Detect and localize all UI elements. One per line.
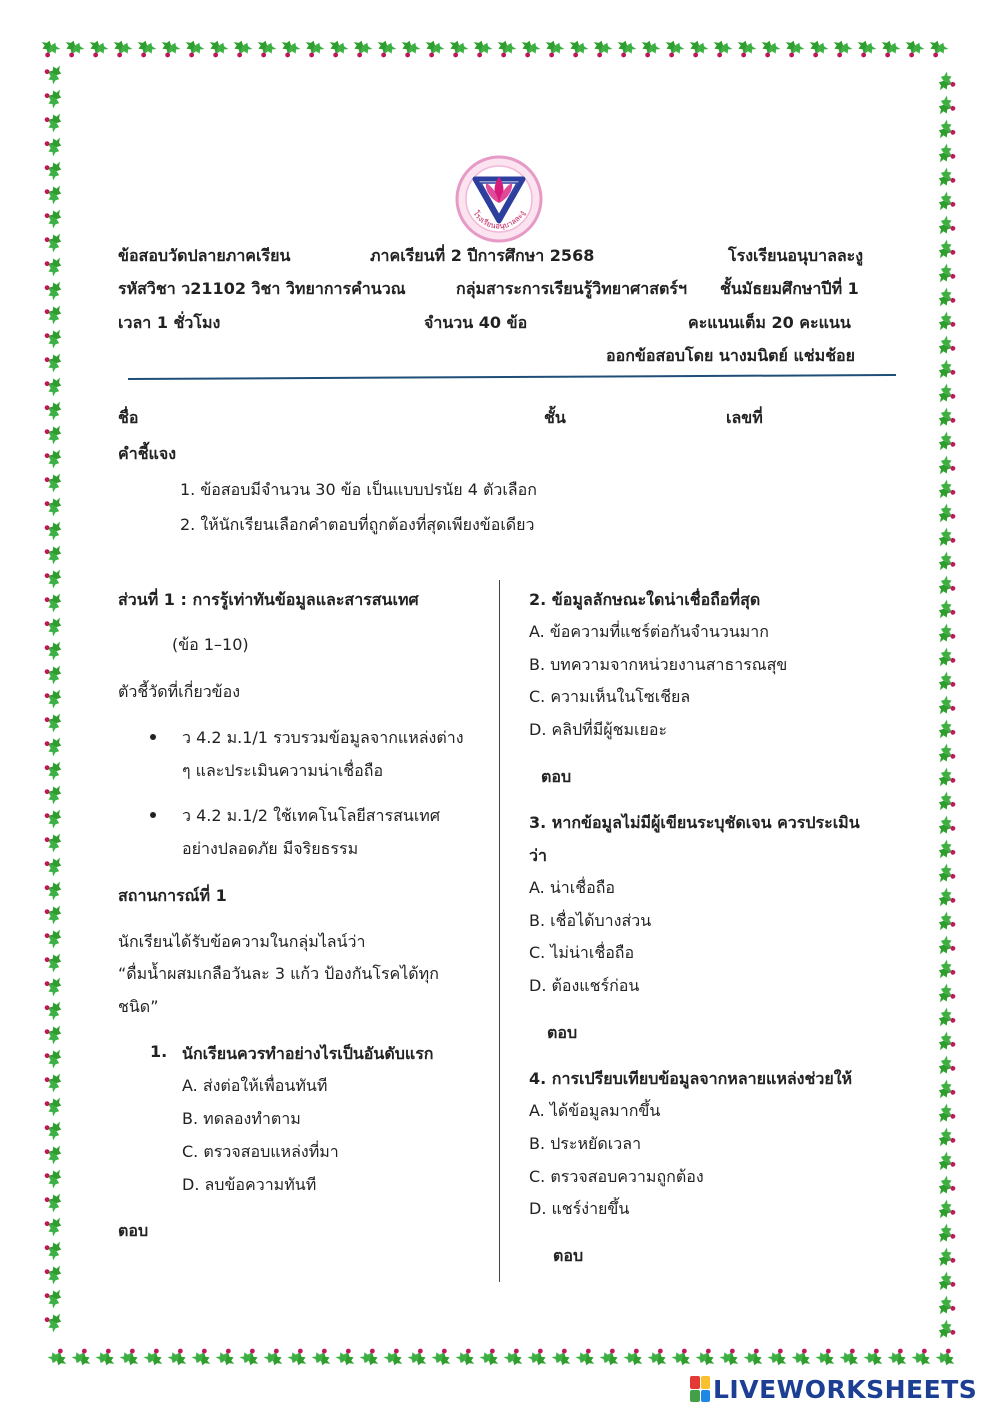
holly-sprig-icon: [118, 1345, 142, 1366]
holly-sprig-icon: [38, 38, 62, 60]
school-logo: [455, 155, 543, 243]
holly-sprig-icon: [310, 1345, 334, 1366]
holly-sprig-icon: [936, 118, 958, 142]
holly-sprig-icon: [445, 38, 469, 60]
holly-sprig-icon: [41, 541, 63, 565]
school-logo-icon: [455, 155, 543, 243]
holly-sprig-icon: [936, 1126, 958, 1150]
holly-sprig-icon: [46, 1345, 70, 1366]
holly-sprig-icon: [61, 38, 85, 60]
class-label: ชั้น: [544, 408, 566, 427]
holly-sprig-icon: [478, 1345, 502, 1366]
holly-sprig-icon: [41, 829, 63, 853]
holly-sprig-icon: [910, 1345, 934, 1366]
holly-sprig-icon: [41, 1213, 63, 1237]
question-4-answer-label: ตอบ: [553, 1246, 584, 1265]
holly-sprig-icon: [238, 1345, 262, 1366]
holly-sprig-icon: [936, 190, 958, 214]
scenario-line: “ดื่มน้ำผสมเกลือวันละ 3 แก้ว ป้องกันโรคได้ทุก: [118, 964, 439, 983]
holly-sprig-icon: [936, 1006, 958, 1030]
holly-sprig-icon: [70, 1345, 94, 1366]
holly-sprig-icon: [41, 349, 63, 373]
holly-sprig-icon: [936, 1222, 958, 1246]
holly-sprig-icon: [41, 1309, 63, 1333]
question-3-option-c[interactable]: C. ไม่น่าเชื่อถือ: [529, 943, 635, 962]
question-2-option-c[interactable]: C. ความเห็นในโซเชียล: [529, 687, 691, 706]
holly-sprig-icon: [709, 38, 733, 60]
holly-sprig-icon: [936, 214, 958, 238]
holly-sprig-icon: [936, 1078, 958, 1102]
holly-sprig-icon: [517, 38, 541, 60]
holly-sprig-icon: [574, 1345, 598, 1366]
holly-sprig-icon: [877, 38, 901, 60]
holly-sprig-icon: [936, 1270, 958, 1294]
holly-sprig-icon: [41, 1021, 63, 1045]
holly-sprig-icon: [41, 565, 63, 589]
question-3-text-cont: ว่า: [529, 846, 547, 865]
holly-sprig-icon: [253, 38, 277, 60]
holly-sprig-icon: [936, 718, 958, 742]
bullet: [150, 734, 156, 740]
holly-sprig-icon: [421, 38, 445, 60]
holly-sprig-icon: [41, 589, 63, 613]
holly-sprig-icon: [718, 1345, 742, 1366]
holly-sprig-icon: [936, 1318, 958, 1342]
section-title: ส่วนที่ 1 : การรู้เท่าทันข้อมูลและสารสนเทศ: [118, 590, 419, 609]
number-label: เลขที่: [726, 408, 763, 427]
holly-sprig-icon: [781, 38, 805, 60]
holly-sprig-icon: [41, 61, 63, 85]
holly-sprig-icon: [41, 997, 63, 1021]
holly-sprig-icon: [41, 229, 63, 253]
section-range: (ข้อ 1–10): [172, 635, 249, 654]
holly-sprig-icon: [925, 38, 949, 60]
holly-sprig-icon: [166, 1345, 190, 1366]
question-3-answer-label: ตอบ: [547, 1023, 578, 1042]
holly-sprig-icon: [469, 38, 493, 60]
holly-sprig-icon: [41, 301, 63, 325]
holly-sprig-icon: [41, 181, 63, 205]
holly-sprig-icon: [493, 38, 517, 60]
holly-sprig-icon: [565, 38, 589, 60]
holly-sprig-icon: [41, 445, 63, 469]
holly-sprig-icon: [41, 1237, 63, 1261]
holly-sprig-icon: [936, 622, 958, 646]
holly-sprig-icon: [934, 1345, 958, 1366]
holly-sprig-icon: [41, 925, 63, 949]
holly-sprig-icon: [936, 1174, 958, 1198]
holly-sprig-icon: [41, 253, 63, 277]
holly-sprig-icon: [41, 1261, 63, 1285]
holly-sprig-icon: [936, 358, 958, 382]
bullet: [150, 812, 156, 818]
question-2-text: 2. ข้อมูลลักษณะใดน่าเชื่อถือที่สุด: [529, 590, 761, 609]
holly-sprig-icon: [41, 853, 63, 877]
holly-sprig-icon: [41, 109, 63, 133]
indicator-line: ๆ และประเมินความน่าเชื่อถือ: [182, 761, 384, 780]
holly-sprig-icon: [190, 1345, 214, 1366]
question-1-option-d[interactable]: D. ลบข้อความทันที: [182, 1175, 317, 1194]
holly-sprig-icon: [661, 38, 685, 60]
holly-sprig-icon: [936, 1030, 958, 1054]
holly-sprig-icon: [936, 286, 958, 310]
holly-sprig-icon: [766, 1345, 790, 1366]
holly-sprig-icon: [397, 38, 421, 60]
holly-sprig-icon: [886, 1345, 910, 1366]
holly-sprig-icon: [502, 1345, 526, 1366]
holly-sprig-icon: [637, 38, 661, 60]
instruction-item: 2. ให้นักเรียนเลือกคำตอบที่ถูกต้องที่สุดเพียงข้อเดียว: [180, 515, 535, 534]
question-2-option-a[interactable]: A. ข้อความที่แชร์ต่อกันจำนวนมาก: [529, 622, 769, 641]
question-1-text: นักเรียนควรทำอย่างไรเป็นอันดับแรก: [182, 1044, 434, 1063]
scenario-title: สถานการณ์ที่ 1: [118, 886, 227, 905]
holly-sprig-icon: [85, 38, 109, 60]
holly-sprig-icon: [814, 1345, 838, 1366]
question-4-option-a[interactable]: A. ได้ข้อมูลมากขึ้น: [529, 1101, 661, 1120]
holly-sprig-icon: [936, 94, 958, 118]
holly-sprig-icon: [41, 517, 63, 541]
holly-sprig-icon: [936, 406, 958, 430]
holly-sprig-icon: [133, 38, 157, 60]
holly-sprig-icon: [41, 157, 63, 181]
question-1-answer-label: ตอบ: [118, 1221, 149, 1240]
holly-sprig-icon: [142, 1345, 166, 1366]
holly-sprig-icon: [41, 205, 63, 229]
indicator-line: อย่างปลอดภัย มีจริยธรรม: [182, 839, 359, 858]
holly-sprig-icon: [41, 1117, 63, 1141]
holly-sprig-icon: [286, 1345, 310, 1366]
holly-sprig-icon: [936, 598, 958, 622]
holly-sprig-icon: [229, 38, 253, 60]
holly-sprig-icon: [936, 934, 958, 958]
holly-sprig-icon: [936, 70, 958, 94]
holly-sprig-icon: [41, 709, 63, 733]
holly-sprig-icon: [936, 694, 958, 718]
question-number: 1.: [150, 1042, 168, 1061]
holly-sprig-icon: [936, 550, 958, 574]
question-3-text: 3. หากข้อมูลไม่มีผู้เขียนระบุชัดเจน ควรประเมิน: [529, 813, 860, 832]
holly-sprig-icon: [805, 38, 829, 60]
holly-sprig-icon: [936, 910, 958, 934]
holly-sprig-icon: [936, 790, 958, 814]
holly-sprig-icon: [757, 38, 781, 60]
holly-sprig-icon: [936, 1198, 958, 1222]
holly-sprig-icon: [936, 526, 958, 550]
holly-sprig-icon: [41, 1141, 63, 1165]
holly-sprig-icon: [41, 1045, 63, 1069]
holly-sprig-icon: [41, 1285, 63, 1309]
holly-sprig-icon: [41, 733, 63, 757]
holly-sprig-icon: [41, 493, 63, 517]
holly-sprig-icon: [936, 310, 958, 334]
holly-sprig-icon: [301, 38, 325, 60]
holly-sprig-icon: [454, 1345, 478, 1366]
holly-sprig-icon: [94, 1345, 118, 1366]
holly-sprig-icon: [382, 1345, 406, 1366]
holly-sprig-icon: [41, 877, 63, 901]
holly-sprig-icon: [936, 670, 958, 694]
holly-sprig-icon: [790, 1345, 814, 1366]
liveworksheets-logo: [690, 1374, 977, 1404]
holly-sprig-icon: [109, 38, 133, 60]
holly-sprig-icon: [936, 1054, 958, 1078]
holly-sprig-icon: [733, 38, 757, 60]
question-2-answer-label: ตอบ: [541, 767, 572, 786]
subject-code: รหัสวิชา ว21102 วิชา วิทยาการคำนวณ: [118, 279, 406, 298]
holly-sprig-icon: [358, 1345, 382, 1366]
holly-sprig-icon: [41, 85, 63, 109]
holly-sprig-icon: [685, 38, 709, 60]
scenario-line: นักเรียนได้รับข้อความในกลุ่มไลน์ว่า: [118, 932, 366, 951]
holly-sprig-icon: [406, 1345, 430, 1366]
holly-sprig-icon: [936, 838, 958, 862]
question-1-option-a[interactable]: A. ส่งต่อให้เพื่อนทันที: [182, 1076, 328, 1095]
holly-sprig-icon: [936, 958, 958, 982]
holly-sprig-icon: [41, 901, 63, 925]
holly-sprig-icon: [862, 1345, 886, 1366]
column-divider: [499, 580, 500, 1282]
holly-sprig-icon: [41, 469, 63, 493]
holly-sprig-icon: [936, 238, 958, 262]
holly-sprig-icon: [646, 1345, 670, 1366]
holly-sprig-icon: [41, 421, 63, 445]
holly-sprig-icon: [936, 382, 958, 406]
holly-sprig-icon: [838, 1345, 862, 1366]
holly-sprig-icon: [936, 982, 958, 1006]
question-3-option-b[interactable]: B. เชื่อได้บางส่วน: [529, 911, 652, 930]
grade-level: ชั้นมัธยมศึกษาปีที่ 1: [720, 279, 859, 298]
school-logo-text: โรงเรียนอนุบาลละงู: [471, 209, 527, 231]
question-3-option-d[interactable]: D. ต้องแชร์ก่อน: [529, 976, 640, 995]
holly-sprig-icon: [41, 1093, 63, 1117]
liveworksheets-mark-icon: [690, 1376, 710, 1402]
question-1-option-b[interactable]: B. ทดลองทำตาม: [182, 1109, 301, 1128]
holly-sprig-icon: [901, 38, 925, 60]
holly-sprig-icon: [541, 38, 565, 60]
holly-sprig-icon: [936, 766, 958, 790]
holly-sprig-icon: [936, 166, 958, 190]
holly-sprig-icon: [349, 38, 373, 60]
learning-area: กลุ่มสาระการเรียนรู้วิทยาศาสตร์ฯ: [456, 279, 687, 298]
holly-sprig-icon: [157, 38, 181, 60]
question-4-option-b[interactable]: B. ประหยัดเวลา: [529, 1134, 642, 1153]
holly-sprig-icon: [936, 454, 958, 478]
holly-sprig-icon: [41, 805, 63, 829]
holly-sprig-icon: [41, 397, 63, 421]
question-4-option-c[interactable]: C. ตรวจสอบความถูกต้อง: [529, 1167, 704, 1186]
exam-type: ข้อสอบวัดปลายภาคเรียน: [118, 246, 291, 265]
holly-sprig-icon: [936, 1102, 958, 1126]
question-2-option-d[interactable]: D. คลิปที่มีผู้ชมเยอะ: [529, 720, 668, 739]
holly-sprig-icon: [936, 334, 958, 358]
holly-sprig-icon: [936, 478, 958, 502]
holly-sprig-icon: [373, 38, 397, 60]
holly-sprig-icon: [589, 38, 613, 60]
holly-sprig-icon: [622, 1345, 646, 1366]
holly-sprig-icon: [41, 1189, 63, 1213]
holly-sprig-icon: [670, 1345, 694, 1366]
exam-author: ออกข้อสอบโดย นางมนิตย์ แช่มช้อย: [606, 346, 856, 365]
question-4-text: 4. การเปรียบเทียบข้อมูลจากหลายแหล่งช่วยให้: [529, 1069, 853, 1088]
holly-sprig-icon: [334, 1345, 358, 1366]
question-3-option-a[interactable]: A. น่าเชื่อถือ: [529, 878, 615, 897]
holly-sprig-icon: [41, 1165, 63, 1189]
indicator-line: ว 4.2 ม.1/2 ใช้เทคโนโลยีสารสนเทศ: [182, 806, 440, 825]
holly-sprig-icon: [205, 38, 229, 60]
holly-sprig-icon: [613, 38, 637, 60]
holly-sprig-icon: [214, 1345, 238, 1366]
holly-sprig-icon: [41, 781, 63, 805]
indicator-line: ว 4.2 ม.1/1 รวบรวมข้อมูลจากแหล่งต่าง: [182, 728, 464, 747]
holly-sprig-icon: [936, 430, 958, 454]
duration: เวลา 1 ชั่วโมง: [118, 313, 221, 332]
holly-sprig-icon: [936, 1246, 958, 1270]
school-name: โรงเรียนอนุบาลละงู: [728, 246, 864, 265]
holly-sprig-icon: [41, 613, 63, 637]
holly-sprig-icon: [41, 637, 63, 661]
semester-year: ภาคเรียนที่ 2 ปีการศึกษา 2568: [370, 246, 595, 265]
holly-sprig-icon: [936, 862, 958, 886]
holly-sprig-icon: [41, 973, 63, 997]
scenario-line: ชนิด”: [118, 997, 159, 1016]
holly-sprig-icon: [936, 814, 958, 838]
holly-sprig-icon: [41, 685, 63, 709]
holly-sprig-icon: [430, 1345, 454, 1366]
holly-sprig-icon: [41, 1069, 63, 1093]
holly-sprig-icon: [936, 886, 958, 910]
name-label: ชื่อ: [118, 408, 139, 427]
holly-sprig-icon: [41, 277, 63, 301]
holly-sprig-icon: [742, 1345, 766, 1366]
holly-sprig-icon: [829, 38, 853, 60]
indicator-title: ตัวชี้วัดที่เกี่ยวข้อง: [118, 682, 241, 701]
holly-sprig-icon: [41, 661, 63, 685]
holly-sprig-icon: [936, 742, 958, 766]
holly-sprig-icon: [936, 574, 958, 598]
holly-sprig-icon: [41, 757, 63, 781]
instructions-title: คำชี้แจง: [118, 444, 177, 463]
full-score: คะแนนเต็ม 20 คะแนน: [688, 313, 851, 332]
holly-sprig-icon: [936, 142, 958, 166]
holly-sprig-icon: [181, 38, 205, 60]
holly-sprig-icon: [936, 1150, 958, 1174]
holly-sprig-icon: [325, 38, 349, 60]
holly-sprig-icon: [277, 38, 301, 60]
holly-sprig-icon: [41, 373, 63, 397]
holly-sprig-icon: [936, 646, 958, 670]
holly-sprig-icon: [41, 133, 63, 157]
holly-sprig-icon: [598, 1345, 622, 1366]
holly-sprig-icon: [936, 1294, 958, 1318]
holly-sprig-icon: [853, 38, 877, 60]
holly-sprig-icon: [41, 949, 63, 973]
liveworksheets-wordmark: LIVEWORKSHEETS: [713, 1374, 978, 1404]
holly-sprig-icon: [694, 1345, 718, 1366]
question-2-option-b[interactable]: B. บทความจากหน่วยงานสาธารณสุข: [529, 655, 788, 674]
holly-sprig-icon: [936, 502, 958, 526]
holly-sprig-icon: [262, 1345, 286, 1366]
holly-sprig-icon: [526, 1345, 550, 1366]
instruction-item: 1. ข้อสอบมีจำนวน 30 ข้อ เป็นแบบปรนัย 4 ตัวเลือก: [180, 480, 537, 499]
holly-sprig-icon: [41, 325, 63, 349]
holly-sprig-icon: [936, 262, 958, 286]
question-count: จำนวน 40 ข้อ: [424, 313, 528, 332]
question-4-option-d[interactable]: D. แชร์ง่ายขึ้น: [529, 1199, 630, 1218]
question-1-option-c[interactable]: C. ตรวจสอบแหล่งที่มา: [182, 1142, 339, 1161]
holly-sprig-icon: [550, 1345, 574, 1366]
